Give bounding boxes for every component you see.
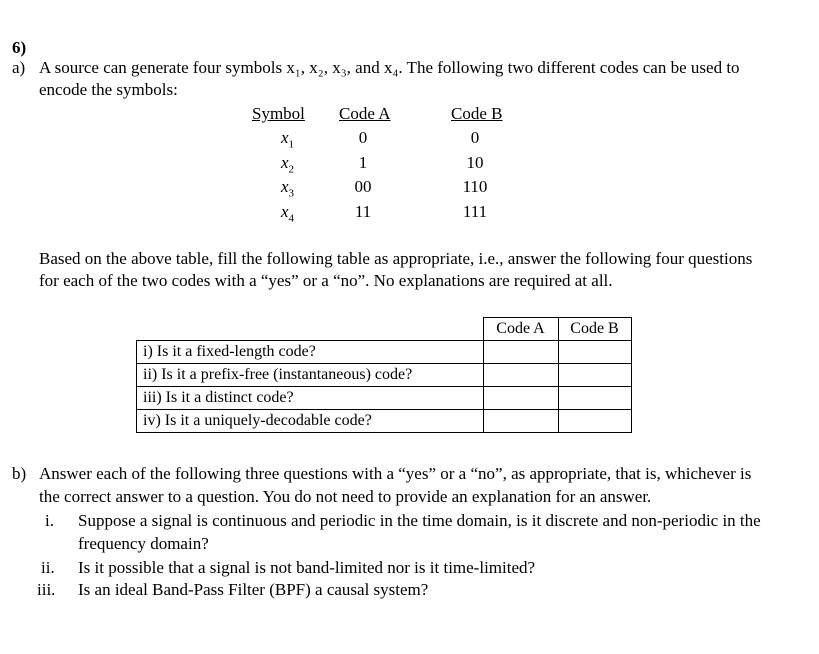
header-symbol: Symbol — [252, 104, 305, 123]
item-i-line1: Suppose a signal is continuous and periodic in the time domain, is it discrete and non-periodic in the — [78, 511, 761, 530]
answer-table — [136, 317, 632, 433]
instruction-line1: Based on the above table, fill the following table as appropriate, i.e., answer the following four questions — [39, 249, 753, 268]
header-code-a: Code A — [339, 104, 391, 123]
code-b-x2: 10 — [466, 153, 484, 172]
answer-ii-code-b[interactable] — [558, 364, 631, 387]
answer-col-code-a: Code A — [483, 318, 558, 341]
item-ii-label: ii. — [41, 558, 55, 577]
part-a-line2: encode the symbols: — [39, 80, 178, 99]
instruction-line2: for each of the two codes with a “yes” or a “no”. No explanations are required at all. — [39, 271, 613, 290]
part-a-label: a) — [12, 58, 26, 77]
symbol-x4: $x_4$ — [281, 202, 295, 225]
header-code-b: Code B — [451, 104, 503, 123]
code-b-x1: 0 — [470, 128, 480, 147]
part-b-line1: Answer each of the following three questions with a “yes” or a “no”, as appropriate, that is, whichever is — [39, 464, 752, 483]
part-b-line2: the correct answer to a question. You do not need to provide an explanation for an answer. — [39, 487, 652, 506]
answer-iii-code-a[interactable] — [483, 387, 558, 410]
code-b-x4: 111 — [462, 202, 488, 221]
code-a-x1: 0 — [358, 128, 368, 147]
question-iv: iv) Is it a uniquely-decodable code? — [137, 410, 484, 433]
code-b-x3: 110 — [462, 177, 488, 196]
item-iii-label: iii. — [37, 580, 56, 599]
part-a-line1: A source can generate four symbols x₁, x₂, x₃, and x₄. The following two different codes can be used to — [39, 58, 740, 77]
code-a-x3: 00 — [354, 177, 372, 196]
answer-iv-code-a[interactable] — [483, 410, 558, 433]
question-iii: iii) Is it a distinct code? — [137, 387, 484, 410]
answer-iv-code-b[interactable] — [558, 410, 631, 433]
question-i: i) Is it a fixed-length code? — [137, 341, 484, 364]
item-iii-line1: Is an ideal Band-Pass Filter (BPF) a causal system? — [78, 580, 429, 599]
answer-i-code-b[interactable] — [558, 341, 631, 364]
symbol-x3: $x_3$ — [281, 177, 295, 200]
question-ii: ii) Is it a prefix-free (instantaneous) code? — [137, 364, 484, 387]
answer-ii-code-a[interactable] — [483, 364, 558, 387]
answer-i-code-a[interactable] — [483, 341, 558, 364]
answer-iii-code-b[interactable] — [558, 387, 631, 410]
code-a-x2: 1 — [358, 153, 368, 172]
code-a-x4: 11 — [354, 202, 372, 221]
item-i-line2: frequency domain? — [78, 534, 209, 553]
answer-col-code-b: Code B — [558, 318, 631, 341]
symbol-x2: $x_2$ — [281, 153, 295, 176]
symbol-x1: $x_1$ — [281, 128, 295, 151]
item-ii-line1: Is it possible that a signal is not band-limited nor is it time-limited? — [78, 558, 536, 577]
question-number: 6) — [12, 38, 27, 57]
part-b-label: b) — [12, 464, 27, 483]
item-i-label: i. — [45, 511, 54, 530]
